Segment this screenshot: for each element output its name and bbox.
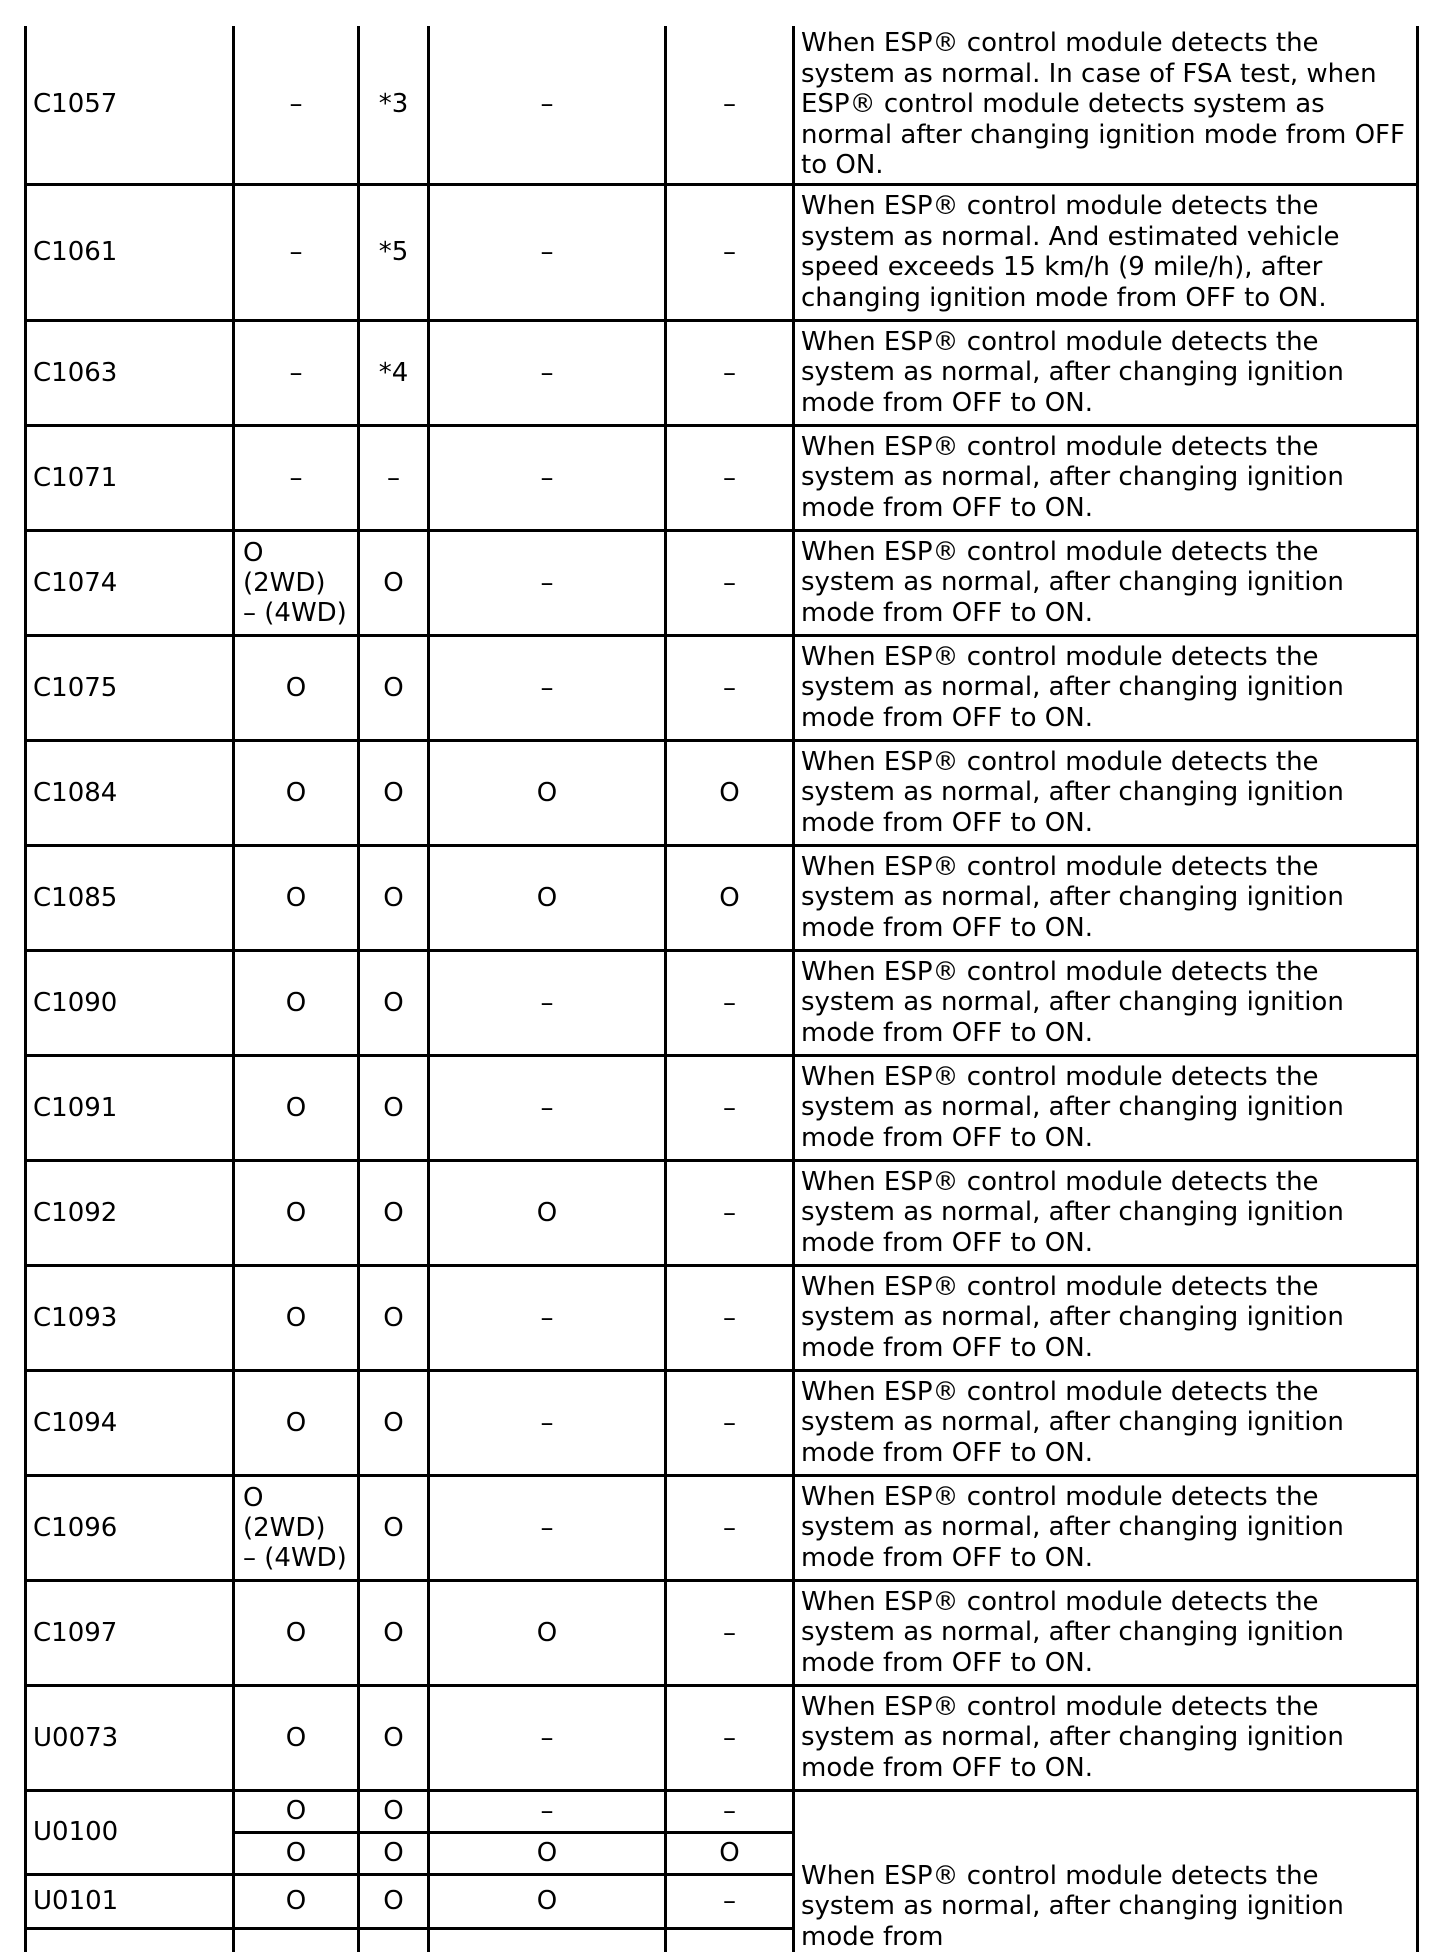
- dtc-code: C1075: [26, 635, 234, 740]
- cell-mark: –: [666, 950, 794, 1055]
- cell-mark: –: [666, 1265, 794, 1370]
- cell-mark: O: [666, 1832, 794, 1874]
- cell-mark: O: [359, 1160, 429, 1265]
- cell-mark: –: [666, 425, 794, 530]
- table-row: [26, 1580, 1418, 1685]
- cell-description: When ESP® control module detects the system as normal, after changing ignition mode from OFF to ON.: [794, 950, 1418, 1055]
- dtc-code: C1071: [26, 425, 234, 530]
- cell-mark: O: [429, 1832, 666, 1874]
- cell-mark: O: [234, 1265, 359, 1370]
- table-row: [26, 530, 1418, 635]
- cell-description: When ESP® control module detects the system as normal, after changing ignition mode from OFF to ON.: [794, 1160, 1418, 1265]
- dtc-code: C1063: [26, 320, 234, 425]
- cell-mark: O: [666, 740, 794, 845]
- cell-mark: O: [359, 740, 429, 845]
- table-row: [26, 1265, 1418, 1370]
- cell-mark-line: O: [243, 537, 264, 568]
- table-row: [26, 845, 1418, 950]
- cell-mark: –: [666, 1160, 794, 1265]
- dtc-code: U0101: [26, 1874, 234, 1928]
- cell-description: When ESP® control module detects the system as normal, after changing ignition mode from OFF to ON.: [794, 530, 1418, 635]
- dtc-table: [24, 26, 1419, 1952]
- empty-cell: [359, 1928, 429, 1952]
- cell-mark: O: [359, 1370, 429, 1475]
- cell-mark: –: [234, 425, 359, 530]
- cell-mark: –: [666, 1874, 794, 1928]
- cell-mark: O: [666, 845, 794, 950]
- cell-description: When ESP® control module detects the system as normal, after changing ignition mode from OFF to ON.: [794, 845, 1418, 950]
- cell-mark: O: [234, 1874, 359, 1928]
- cell-mark: O: [234, 1685, 359, 1790]
- cell-mark: –: [666, 635, 794, 740]
- dtc-code: U0073: [26, 1685, 234, 1790]
- dtc-code: C1090: [26, 950, 234, 1055]
- cell-mark: O: [234, 1160, 359, 1265]
- cell-description: When ESP® control module detects the system as normal, after changing ignition mode from OFF to ON.: [794, 1265, 1418, 1370]
- cell-mark: –: [359, 425, 429, 530]
- cell-mark: –: [234, 184, 359, 320]
- cell-mark: –: [234, 26, 359, 184]
- cell-mark: O: [234, 1832, 359, 1874]
- cell-description: When ESP® control module detects the system as normal, after changing ignition mode from OFF to ON.: [794, 635, 1418, 740]
- cell-mark: O: [234, 1370, 359, 1475]
- cell-mark: O: [359, 950, 429, 1055]
- cell-description: When ESP® control module detects the system as normal, after changing ignition mode from OFF to ON.: [794, 1055, 1418, 1160]
- cell-mark: O: [359, 845, 429, 950]
- dtc-code: C1096: [26, 1475, 234, 1580]
- cell-description: When ESP® control module detects the system as normal, after changing ignition mode from OFF to ON.: [794, 320, 1418, 425]
- cell-mark: –: [429, 320, 666, 425]
- cell-mark: O: [359, 1475, 429, 1580]
- cell-mark: –: [429, 635, 666, 740]
- table-row: [26, 1370, 1418, 1475]
- table-row: [26, 425, 1418, 530]
- cell-mark-line: (2WD): [243, 1512, 326, 1543]
- dtc-code: C1074: [26, 530, 234, 635]
- cell-mark: –: [666, 1055, 794, 1160]
- cell-mark: O: [359, 1580, 429, 1685]
- cell-mark: –: [666, 530, 794, 635]
- empty-cell: [429, 1928, 666, 1952]
- table-row: [26, 950, 1418, 1055]
- table-row: [26, 1160, 1418, 1265]
- cell-mark: –: [666, 184, 794, 320]
- cell-mark: O: [234, 740, 359, 845]
- dtc-code: C1097: [26, 1580, 234, 1685]
- cell-mark: O: [429, 740, 666, 845]
- cell-mark: O: [234, 845, 359, 950]
- cell-mark: –: [429, 184, 666, 320]
- table-row: [26, 740, 1418, 845]
- cell-mark: –: [429, 1265, 666, 1370]
- cell-description: When ESP® control module detects the system as normal. In case of FSA test, when ESP® control module detects system as normal after changing ignition mode from OFF to ON.: [794, 26, 1418, 184]
- cell-mark: –: [429, 1790, 666, 1832]
- dtc-table-body: [26, 26, 1418, 1790]
- table-row-u0100-a: [26, 1790, 1418, 1832]
- cell-mark: *3: [359, 26, 429, 184]
- cell-mark-line: – (4WD): [243, 1542, 347, 1573]
- cell-mark: O: [359, 1832, 429, 1874]
- cell-mark: O: [234, 1055, 359, 1160]
- cell-description: When ESP® control module detects the system as normal, after changing ignition mode from OFF to ON.: [794, 1685, 1418, 1790]
- cell-mark: –: [429, 530, 666, 635]
- cell-mark: O: [359, 1265, 429, 1370]
- dtc-code: C1094: [26, 1370, 234, 1475]
- cell-mark-line: (2WD): [243, 567, 326, 598]
- dtc-code: C1093: [26, 1265, 234, 1370]
- table-row: [26, 184, 1418, 320]
- cell-mark: –: [666, 1475, 794, 1580]
- cell-mark-multiline: [234, 530, 359, 635]
- cell-mark: *5: [359, 184, 429, 320]
- cell-mark: –: [429, 1370, 666, 1475]
- cell-mark: O: [234, 950, 359, 1055]
- table-row: [26, 1055, 1418, 1160]
- table-row: [26, 1475, 1418, 1580]
- dtc-code: C1091: [26, 1055, 234, 1160]
- cell-description: When ESP® control module detects the system as normal, after changing ignition mode from OFF to ON.: [794, 1370, 1418, 1475]
- cell-mark: O: [429, 1580, 666, 1685]
- cell-description: When ESP® control module detects the system as normal. And estimated vehicle speed exceeds 15 km/h (9 mile/h), after changing ignition mode from OFF to ON.: [794, 184, 1418, 320]
- cell-mark: –: [666, 1580, 794, 1685]
- empty-cell: [666, 1928, 794, 1952]
- cell-mark-multiline: [234, 1475, 359, 1580]
- cell-mark: –: [429, 1475, 666, 1580]
- cell-mark: O: [234, 1790, 359, 1832]
- cell-mark: –: [429, 1685, 666, 1790]
- dtc-table-tail: [26, 1790, 1418, 1952]
- cell-mark-line: O: [243, 1482, 264, 1513]
- table-row: [26, 320, 1418, 425]
- dtc-code: C1057: [26, 26, 234, 184]
- cell-mark: –: [666, 320, 794, 425]
- cell-mark: O: [234, 635, 359, 740]
- dtc-code: C1092: [26, 1160, 234, 1265]
- cell-mark: O: [234, 1580, 359, 1685]
- empty-cell: [26, 1928, 234, 1952]
- cell-mark: –: [234, 320, 359, 425]
- cell-mark: O: [359, 1055, 429, 1160]
- cell-mark: *4: [359, 320, 429, 425]
- dtc-code: C1084: [26, 740, 234, 845]
- cell-mark: O: [359, 1874, 429, 1928]
- dtc-code: C1061: [26, 184, 234, 320]
- cell-mark: –: [666, 1790, 794, 1832]
- cell-mark: –: [666, 26, 794, 184]
- cell-description: When ESP® control module detects the system as normal, after changing ignition mode from OFF to ON.: [794, 425, 1418, 530]
- cell-mark: O: [359, 635, 429, 740]
- cell-mark: –: [666, 1685, 794, 1790]
- cell-description: When ESP® control module detects the system as normal, after changing ignition mode from OFF to ON.: [794, 1475, 1418, 1580]
- empty-cell: [234, 1928, 359, 1952]
- cell-mark: –: [429, 26, 666, 184]
- cell-description: When ESP® control module detects the system as normal, after changing ignition mode from OFF to ON.: [794, 740, 1418, 845]
- cell-mark: –: [429, 950, 666, 1055]
- shared-description: When ESP® control module detects the system as normal, after changing ignition mode from: [794, 1790, 1418, 1952]
- cell-mark: –: [429, 1055, 666, 1160]
- cell-mark: O: [359, 530, 429, 635]
- dtc-code: U0100: [26, 1790, 234, 1874]
- dtc-code: C1085: [26, 845, 234, 950]
- cell-description: When ESP® control module detects the system as normal, after changing ignition mode from OFF to ON.: [794, 1580, 1418, 1685]
- table-row: [26, 1685, 1418, 1790]
- cell-mark: O: [359, 1685, 429, 1790]
- cell-mark: O: [429, 1160, 666, 1265]
- cell-mark: O: [359, 1790, 429, 1832]
- table-row: [26, 635, 1418, 740]
- cell-mark: –: [666, 1370, 794, 1475]
- cell-mark-line: – (4WD): [243, 597, 347, 628]
- cell-mark: O: [429, 1874, 666, 1928]
- table-row: [26, 26, 1418, 184]
- cell-mark: –: [429, 425, 666, 530]
- cell-mark: O: [429, 845, 666, 950]
